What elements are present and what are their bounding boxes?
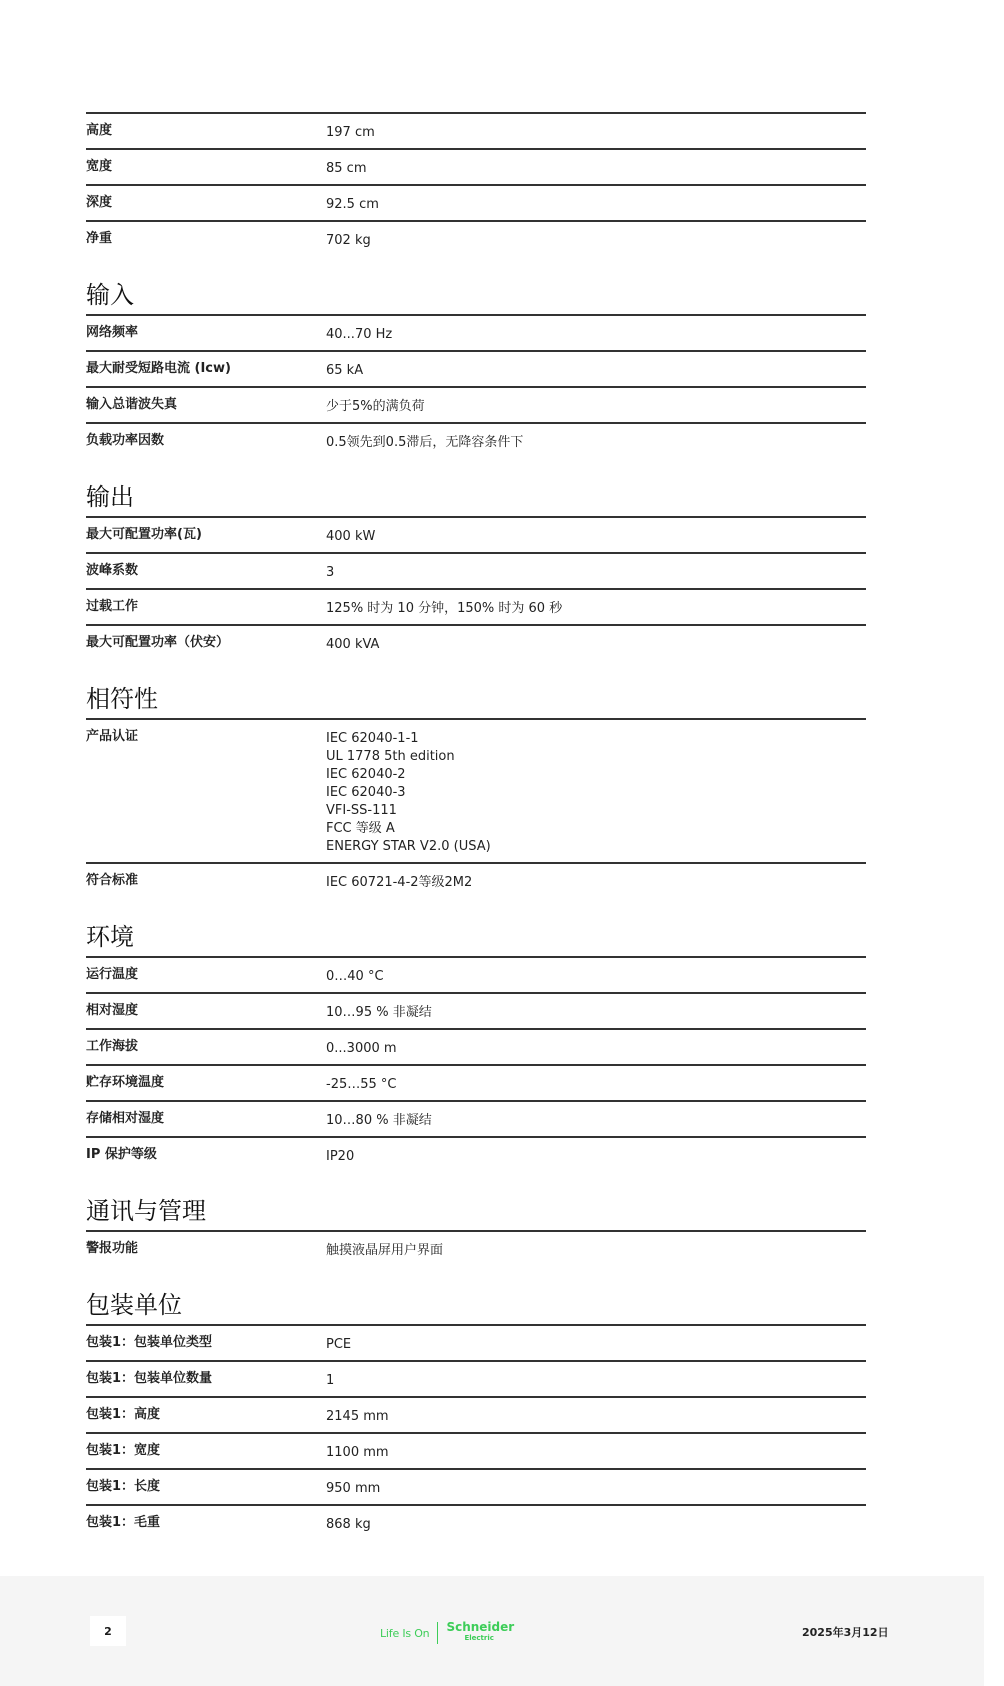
certification-item: IEC 62040-2 bbox=[326, 767, 406, 782]
certification-list bbox=[326, 730, 491, 856]
spec-row bbox=[86, 552, 866, 588]
spec-row bbox=[86, 588, 866, 624]
spec-key: 深度 bbox=[86, 195, 113, 210]
section-title-environment: 环境 bbox=[86, 923, 134, 951]
certification-item: UL 1778 5th edition bbox=[326, 749, 455, 764]
spec-value: 触摸液晶屏用户界面 bbox=[326, 1243, 444, 1258]
spec-key: 包装1：长度 bbox=[86, 1479, 161, 1494]
spec-row bbox=[86, 1432, 866, 1468]
spec-key: 包装1：毛重 bbox=[86, 1515, 161, 1530]
spec-key: 运行温度 bbox=[86, 967, 139, 982]
spec-row bbox=[86, 422, 866, 458]
spec-value: 400 kVA bbox=[326, 637, 380, 652]
spec-key: 波峰系数 bbox=[86, 563, 139, 578]
spec-value: IP20 bbox=[326, 1149, 355, 1164]
spec-row bbox=[86, 1504, 866, 1540]
schneider-logo bbox=[380, 1620, 514, 1646]
spec-row bbox=[86, 1136, 866, 1172]
spec-value: 0...3000 m bbox=[326, 1041, 397, 1056]
spec-row bbox=[86, 1468, 866, 1504]
conformity-section bbox=[86, 681, 866, 898]
spec-row bbox=[86, 956, 866, 992]
certification-item: ENERGY STAR V2.0 (USA) bbox=[326, 839, 491, 854]
spec-value: 1100 mm bbox=[326, 1445, 389, 1460]
packing-section bbox=[86, 1287, 866, 1540]
spec-row bbox=[86, 112, 866, 148]
spec-value: 10…80 % 非凝结 bbox=[326, 1113, 432, 1128]
spec-value: IEC 60721-4-2等级2M2 bbox=[326, 875, 473, 890]
spec-row bbox=[86, 148, 866, 184]
page-number: 2 bbox=[90, 1616, 126, 1646]
spec-row bbox=[86, 220, 866, 256]
environment-section bbox=[86, 919, 866, 1172]
spec-value: PCE bbox=[326, 1337, 352, 1352]
spec-value: 950 mm bbox=[326, 1481, 381, 1496]
spec-key: 净重 bbox=[86, 231, 113, 246]
spec-key: 过载工作 bbox=[86, 599, 139, 614]
spec-value: 400 kW bbox=[326, 529, 376, 544]
spec-value: 92.5 cm bbox=[326, 197, 379, 212]
spec-row bbox=[86, 1324, 866, 1360]
spec-key: 相对湿度 bbox=[86, 1003, 139, 1018]
spec-row bbox=[86, 862, 866, 898]
spec-value: 85 cm bbox=[326, 161, 367, 176]
spec-value: -25…55 °C bbox=[326, 1077, 397, 1092]
section-title-communication: 通讯与管理 bbox=[86, 1197, 206, 1225]
spec-key: 包装1：高度 bbox=[86, 1407, 161, 1422]
page-footer bbox=[0, 1576, 984, 1686]
spec-key: 高度 bbox=[86, 123, 113, 138]
spec-value: 197 cm bbox=[326, 125, 375, 140]
spec-row bbox=[86, 1064, 866, 1100]
spec-row bbox=[86, 992, 866, 1028]
spec-key: IP 保护等级 bbox=[86, 1147, 157, 1162]
spec-row bbox=[86, 314, 866, 350]
spec-value: 40...70 Hz bbox=[326, 327, 393, 342]
spec-key: 工作海拔 bbox=[86, 1039, 139, 1054]
certification-item: FCC 等级 A bbox=[326, 821, 395, 836]
certification-item: IEC 62040-3 bbox=[326, 785, 406, 800]
spec-key: 符合标准 bbox=[86, 873, 139, 888]
brand-subname: Electric bbox=[464, 1634, 494, 1642]
spec-value: 10…95 % 非凝结 bbox=[326, 1005, 432, 1020]
dimensions-table bbox=[86, 112, 866, 256]
logo-divider bbox=[437, 1622, 438, 1644]
spec-key: 贮存环境温度 bbox=[86, 1075, 165, 1090]
section-title-output: 输出 bbox=[86, 483, 134, 511]
spec-value: 0.5领先到0.5滞后，无降容条件下 bbox=[326, 435, 524, 450]
spec-key: 包装1：宽度 bbox=[86, 1443, 161, 1458]
spec-row bbox=[86, 624, 866, 660]
spec-row bbox=[86, 718, 866, 862]
spec-key: 最大可配置功率(瓦) bbox=[86, 527, 202, 542]
spec-row bbox=[86, 1028, 866, 1064]
spec-row bbox=[86, 350, 866, 386]
spec-key: 网络频率 bbox=[86, 325, 139, 340]
spec-row bbox=[86, 516, 866, 552]
spec-key: 宽度 bbox=[86, 159, 113, 174]
output-section bbox=[86, 479, 866, 660]
certification-item: IEC 62040-1-1 bbox=[326, 731, 419, 746]
spec-row bbox=[86, 386, 866, 422]
spec-row bbox=[86, 184, 866, 220]
spec-key: 包装1：包装单位数量 bbox=[86, 1371, 213, 1386]
spec-key: 最大可配置功率（伏安） bbox=[86, 635, 230, 650]
spec-value: 3 bbox=[326, 565, 335, 580]
section-title-input: 输入 bbox=[86, 281, 134, 309]
spec-key: 负载功率因数 bbox=[86, 433, 165, 448]
spec-key: 包装1：包装单位类型 bbox=[86, 1335, 213, 1350]
document-date: 2025年3月12日 bbox=[802, 1626, 889, 1639]
spec-key: 产品认证 bbox=[86, 729, 139, 744]
section-title-packing: 包装单位 bbox=[86, 1291, 182, 1319]
spec-value: 少于5%的满负荷 bbox=[326, 399, 425, 414]
spec-value: 702 kg bbox=[326, 233, 371, 248]
spec-row bbox=[86, 1360, 866, 1396]
spec-value: 125% 时为 10 分钟，150% 时为 60 秒 bbox=[326, 601, 563, 616]
communication-section bbox=[86, 1193, 866, 1266]
input-section bbox=[86, 277, 866, 458]
spec-row bbox=[86, 1396, 866, 1432]
spec-row bbox=[86, 1100, 866, 1136]
spec-key: 输入总谐波失真 bbox=[86, 397, 178, 412]
spec-key: 最大耐受短路电流 (Icw) bbox=[86, 361, 231, 376]
spec-value: 868 kg bbox=[326, 1517, 371, 1532]
spec-value: 65 kA bbox=[326, 363, 364, 378]
certification-item: VFI-SS-111 bbox=[326, 803, 397, 818]
brand-name: Schneider bbox=[446, 1620, 515, 1634]
spec-key: 存储相对湿度 bbox=[86, 1111, 165, 1126]
life-is-on-tagline: Life Is On bbox=[380, 1626, 430, 1640]
spec-value: 1 bbox=[326, 1373, 335, 1388]
spec-content bbox=[86, 112, 866, 1540]
spec-value: 0…40 °C bbox=[326, 969, 384, 984]
spec-row bbox=[86, 1230, 866, 1266]
section-title-conformity: 相符性 bbox=[86, 685, 158, 713]
spec-key: 警报功能 bbox=[86, 1241, 139, 1256]
spec-value: 2145 mm bbox=[326, 1409, 389, 1424]
brand-wordmark bbox=[446, 1622, 514, 1644]
